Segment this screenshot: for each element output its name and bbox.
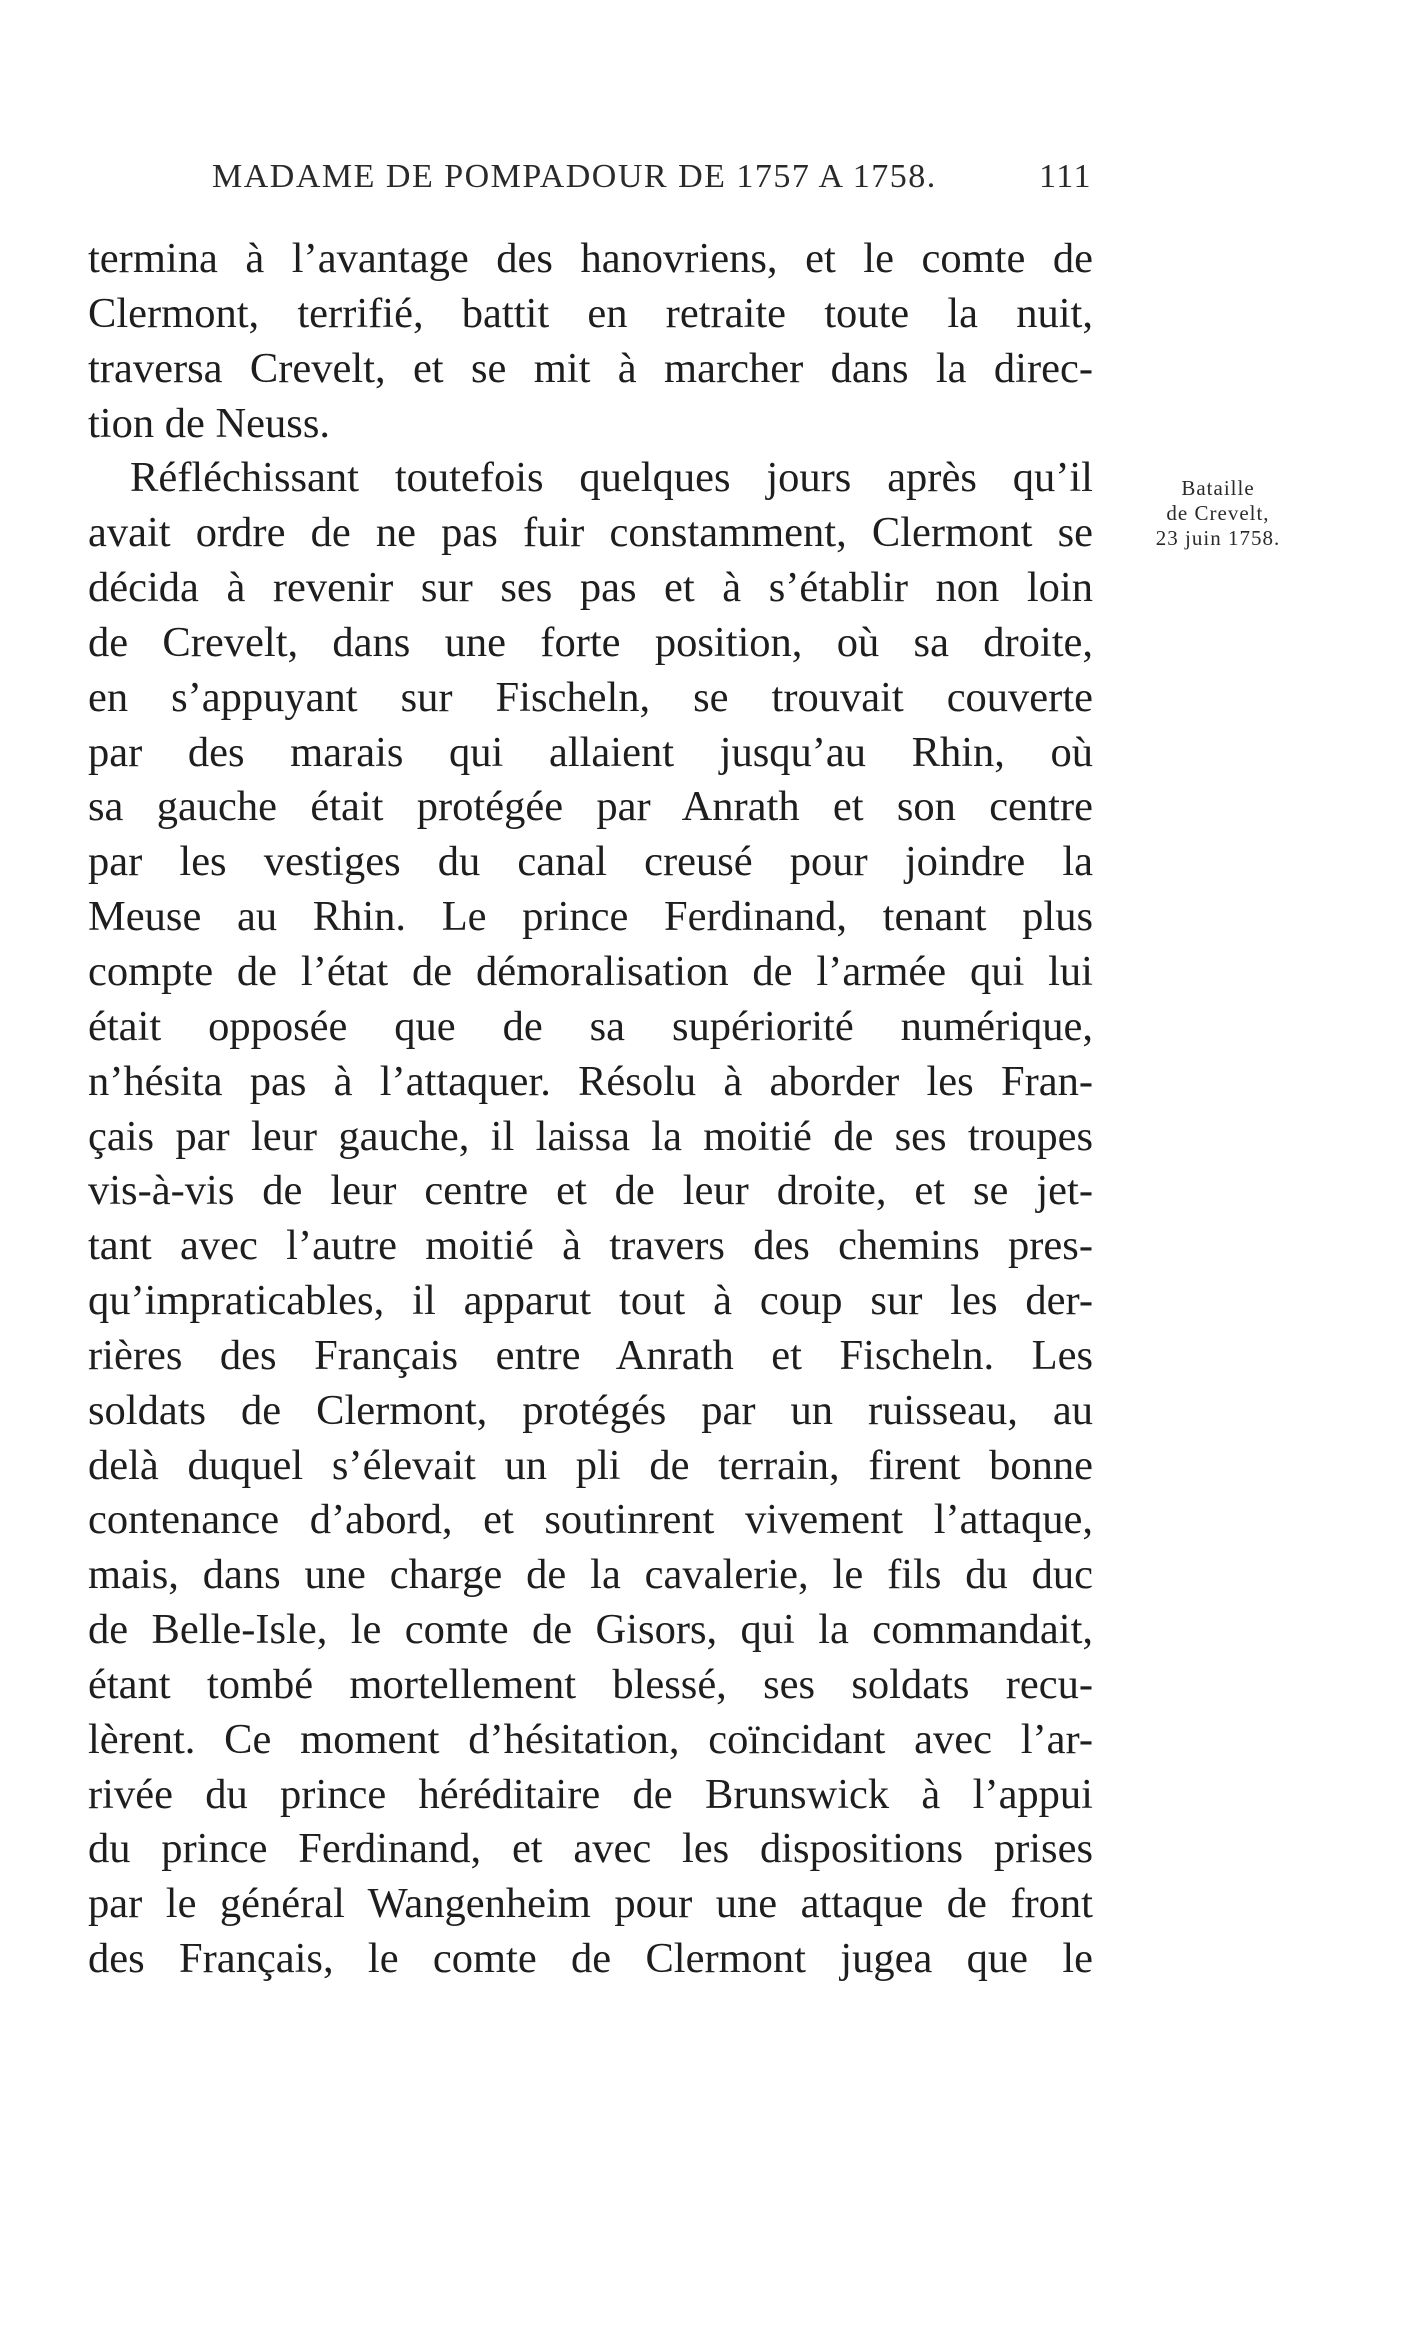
text-line: contenance d’abord, et soutinrent vivement l’attaque, [88,1496,1093,1544]
text-line: rières des Français entre Anrath et Fischeln. Les [88,1331,1093,1379]
text-line: vis-à-vis de leur centre et de leur droite, et se jet- [88,1167,1093,1215]
text-line: qu’impraticables, il apparut tout à coup sur les der- [88,1277,1093,1325]
margin-note-line: Bataille [1181,476,1255,500]
running-title: MADAME DE POMPADOUR DE 1757 A 1758. [212,158,937,195]
text-line: était opposée que de sa supériorité numérique, [88,1002,1093,1050]
text-line: delà duquel s’élevait un pli de terrain, firent bonne [88,1441,1093,1489]
text-line: termina à l’avantage des hanovriens, et le comte de [88,235,1093,282]
body-text [88,232,1093,1987]
text-line: Réfléchissant toutefois quelques jours après qu’il [130,454,1093,502]
margin-note [1138,476,1298,551]
text-line: de Belle-Isle, le comte de Gisors, qui la commandait, [88,1606,1093,1654]
text-line: des Français, le comte de Clermont jugea que le [88,1935,1093,1983]
text-line: mais, dans une charge de la cavalerie, le fils du duc [88,1551,1093,1599]
text-line: n’hésita pas à l’attaquer. Résolu à aborder les Fran- [88,1057,1093,1105]
text-line: de Crevelt, dans une forte position, où sa droite, [88,618,1093,666]
text-line: rivée du prince héréditaire de Brunswick à l’appui [88,1770,1093,1818]
text-line: soldats de Clermont, protégés par un ruisseau, au [88,1386,1093,1434]
text-line: en s’appuyant sur Fischeln, se trouvait couverte [88,673,1093,721]
text-line: étant tombé mortellement blessé, ses soldats recu- [88,1660,1093,1708]
text-line: lèrent. Ce moment d’hésitation, coïncidant avec l’ar- [88,1715,1093,1763]
text-line: tant avec l’autre moitié à travers des chemins pres- [88,1222,1093,1270]
text-line: par les vestiges du canal creusé pour joindre la [88,838,1093,886]
text-line: par des marais qui allaient jusqu’au Rhin, où [88,728,1093,776]
text-line: décida à revenir sur ses pas et à s’établir non loin [88,564,1093,612]
text-line: traversa Crevelt, et se mit à marcher dans la direc- [88,344,1093,392]
running-header [212,158,1092,202]
text-line: sa gauche était protégée par Anrath et son centre [88,783,1093,831]
text-line: du prince Ferdinand, et avec les dispositions prises [88,1825,1093,1873]
text-line: Clermont, terrifié, battit en retraite toute la nuit, [88,289,1093,337]
text-line: tion de Neuss. [88,399,330,447]
margin-note-line: de Crevelt, [1166,501,1270,525]
text-line: par le général Wangenheim pour une attaque de front [88,1880,1093,1928]
page-number: 111 [1039,158,1092,195]
text-line: compte de l’état de démoralisation de l’armée qui lui [88,947,1093,995]
text-line: çais par leur gauche, il laissa la moitié de ses troupes [88,1112,1093,1160]
text-line: avait ordre de ne pas fuir constamment, Clermont se [88,509,1093,557]
text-line: Meuse au Rhin. Le prince Ferdinand, tenant plus [88,893,1093,941]
margin-note-line: 23 juin 1758. [1155,526,1281,550]
